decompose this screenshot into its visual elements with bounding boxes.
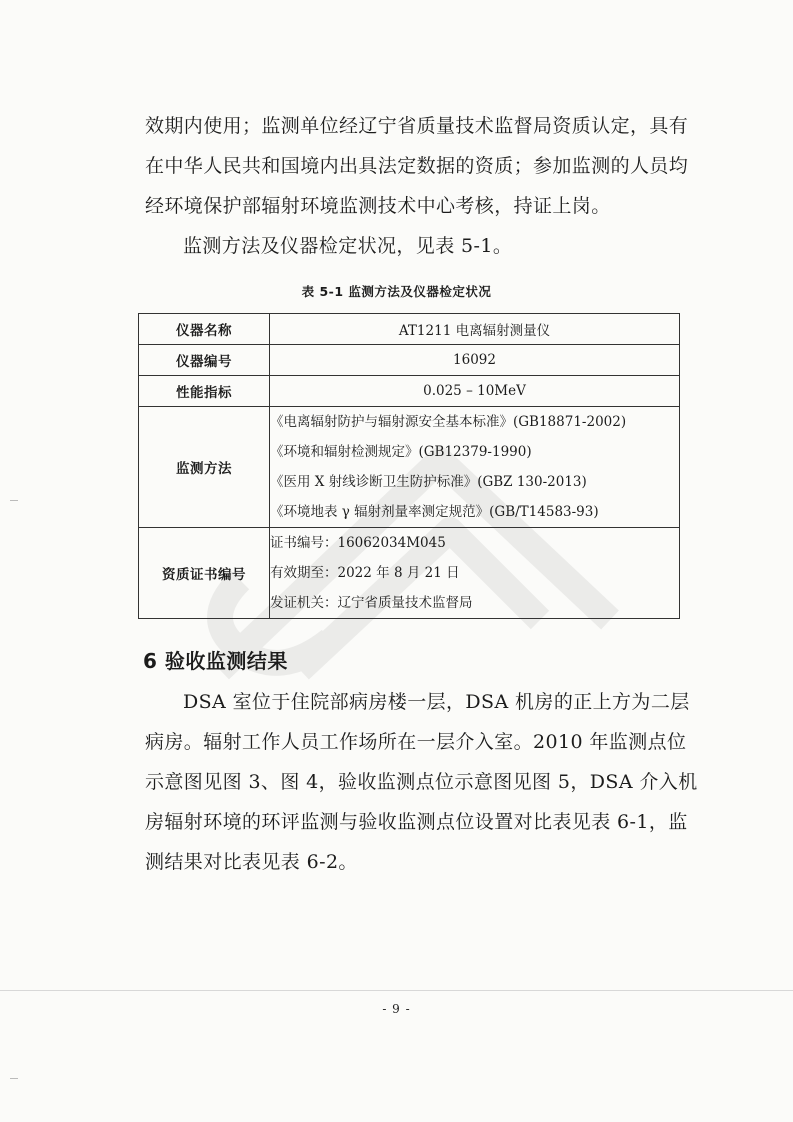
table-row xyxy=(139,345,680,376)
footer-rule xyxy=(0,990,793,991)
standard-item: 《环境和辐射检测规定》(GB12379-1990) xyxy=(270,444,532,460)
row-label: 性能指标 xyxy=(139,376,270,407)
standard-item: 《医用 X 射线诊断卫生防护标准》(GBZ 130-2013) xyxy=(270,474,587,490)
table-row xyxy=(139,376,680,407)
section-line: 示意图见图 3、图 4，验收监测点位示意图见图 5，DSA 介入机 xyxy=(145,771,698,793)
intro-paragraph xyxy=(145,106,689,226)
row-value: 16092 xyxy=(270,345,680,376)
page-number: - 9 - xyxy=(382,1002,411,1016)
certificate-item: 有效期至：2022 年 8 月 21 日 xyxy=(270,565,460,581)
intro-line: 经环境保护部辐射环境监测技术中心考核，持证上岗。 xyxy=(145,195,611,217)
row-value: AT1211 电离辐射测量仪 xyxy=(270,314,680,345)
intro-line: 在中华人民共和国境内出具法定数据的资质；参加监测的人员均 xyxy=(145,155,689,177)
section-line: DSA 室位于住院部病房楼一层，DSA 机房的正上方为二层 xyxy=(183,691,690,713)
standard-item: 《电离辐射防护与辐射源安全基本标准》(GB18871-2002) xyxy=(270,414,627,430)
standard-item: 《环境地表 γ 辐射剂量率测定规范》(GB/T14583-93) xyxy=(270,504,599,520)
section-line: 测结果对比表见表 6-2。 xyxy=(145,851,358,873)
margin-mark xyxy=(10,1078,18,1079)
row-value-list xyxy=(270,407,680,528)
monitoring-methods-table xyxy=(138,313,680,619)
row-label: 监测方法 xyxy=(139,407,270,528)
certificate-item: 证书编号：16062034M045 xyxy=(270,535,446,551)
row-label: 仪器名称 xyxy=(139,314,270,345)
table-row xyxy=(139,528,680,619)
section-paragraph xyxy=(145,682,698,882)
intro-line: 效期内使用；监测单位经辽宁省质量技术监督局资质认定，具有 xyxy=(145,115,689,137)
row-value-list xyxy=(270,528,680,619)
section-line: 房辐射环境的环评监测与验收监测点位设置对比表见表 6-1，监 xyxy=(145,811,688,833)
section-heading: 6 验收监测结果 xyxy=(143,649,288,673)
table-row xyxy=(139,407,680,528)
section-line: 病房。辐射工作人员工作场所在一层介入室。2010 年监测点位 xyxy=(145,731,687,753)
certificate-item: 发证机关：辽宁省质量技术监督局 xyxy=(270,595,473,611)
table-reference-paragraph xyxy=(145,226,685,266)
table-row xyxy=(139,314,680,345)
row-label: 资质证书编号 xyxy=(139,528,270,619)
table-caption: 表 5-1 监测方法及仪器检定状况 xyxy=(301,284,492,299)
table-reference-line: 监测方法及仪器检定状况，见表 5-1。 xyxy=(183,235,513,257)
margin-mark xyxy=(10,500,18,501)
row-label: 仪器编号 xyxy=(139,345,270,376)
row-value: 0.025 – 10MeV xyxy=(270,376,680,407)
